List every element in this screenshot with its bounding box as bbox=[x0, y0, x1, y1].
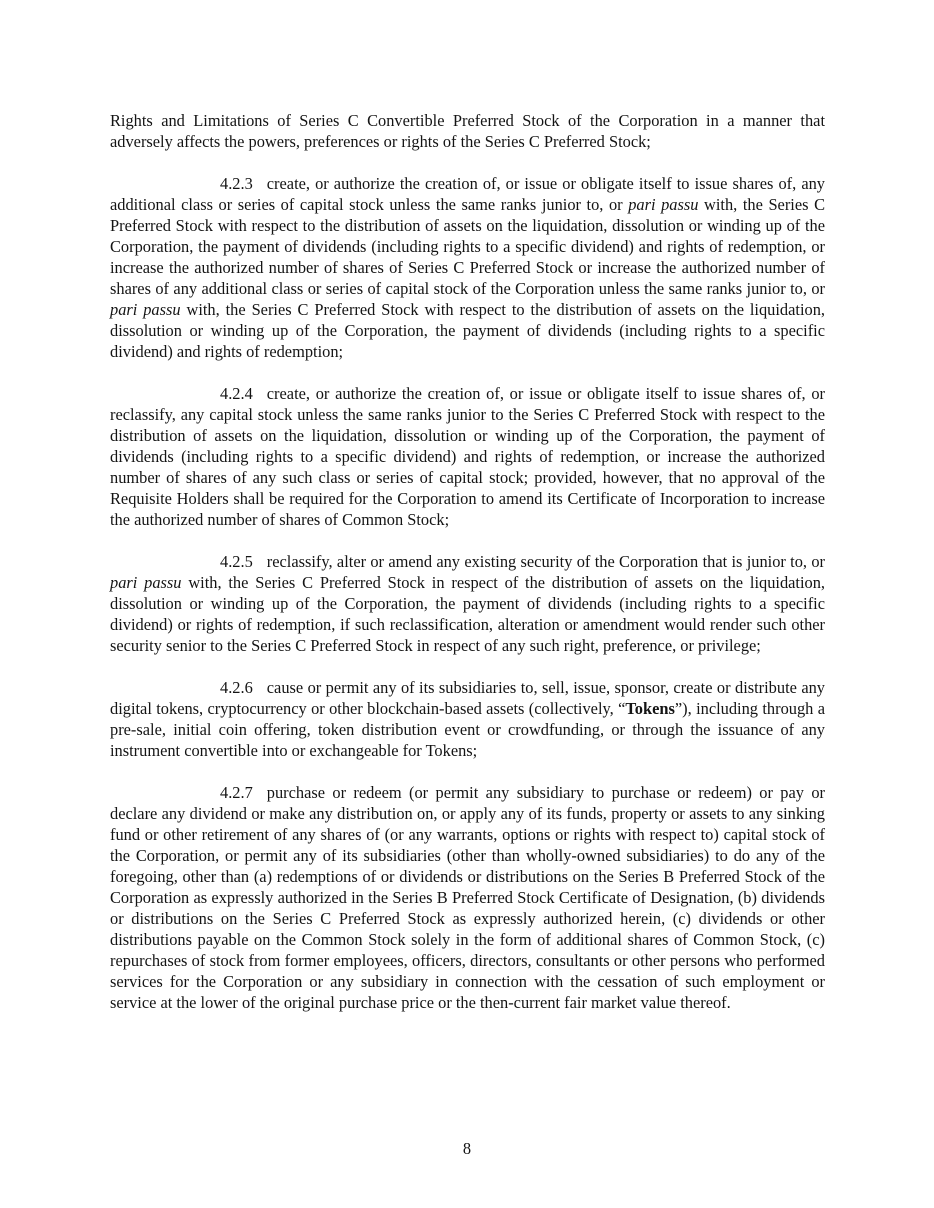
paragraph-4-2-7 bbox=[110, 782, 825, 1013]
paragraph-intro bbox=[110, 110, 825, 152]
paragraph-text: ”), including through a pre-sale, initial coin offering, token distribution event or crowdfunding, or through the issuance of any instrument convertible into or exchangeable for Tokens; bbox=[110, 699, 825, 760]
paragraph-4-2-6 bbox=[110, 677, 825, 761]
section-number: 4.2.7 bbox=[220, 783, 253, 802]
paragraph-text: cause or permit any of its subsidiaries to, sell, issue, sponsor, create or distribute any digital tokens, cryptocurrency or other blockchain-based assets (collectively, “ bbox=[110, 678, 825, 718]
paragraph-4-2-3 bbox=[110, 173, 825, 362]
paragraph-4-2-5 bbox=[110, 551, 825, 656]
paragraph-intro-text: Rights and Limitations of Series C Convertible Preferred Stock of the Corporation in a manner that adversely affects the powers, preferences or rights of the Series C Preferred Stock; bbox=[110, 111, 825, 151]
paragraph-text: with, the Series C Preferred Stock with respect to the distribution of assets on the liquidation, dissolution or winding up of the Corporation, the payment of dividends (including rights to a specific dividend) and rights of redemption; bbox=[110, 300, 825, 361]
italic-term: pari passu bbox=[628, 195, 699, 214]
section-number: 4.2.5 bbox=[220, 552, 253, 571]
paragraph-4-2-4 bbox=[110, 383, 825, 530]
paragraph-text: reclassify, alter or amend any existing security of the Corporation that is junior to, or bbox=[266, 552, 825, 571]
paragraph-text: with, the Series C Preferred Stock in respect of the distribution of assets on the liquidation, dissolution or winding up of the Corporation, the payment of dividends (including rights to a specific dividend) or rights of redemption, if such reclassification, alteration or amendment would render such other security senior to the Series C Preferred Stock in respect of any such right, preference, or privilege; bbox=[110, 573, 826, 655]
paragraph-text: create, or authorize the creation of, or issue or obligate itself to issue shares of, any additional class or series of capital stock unless the same ranks junior to, or bbox=[110, 174, 825, 214]
section-number: 4.2.4 bbox=[220, 384, 253, 403]
italic-term: pari passu bbox=[110, 300, 181, 319]
defined-term: Tokens bbox=[625, 699, 675, 718]
page-number: 8 bbox=[462, 1139, 472, 1158]
paragraph-text: with, the Series C Preferred Stock with respect to the distribution of assets on the liquidation, dissolution or winding up of the Corporation, the payment of dividends (including rights to a specific dividend) and rights of redemption, or increase the authorized number of shares of Series C Preferred Stock or increase the authorized number of shares of any additional class or series of capital stock of the Corporation unless the same ranks junior to, or bbox=[110, 195, 826, 298]
document-body bbox=[110, 110, 825, 1034]
section-number: 4.2.3 bbox=[220, 174, 253, 193]
italic-term: pari passu bbox=[110, 573, 182, 592]
section-number: 4.2.6 bbox=[220, 678, 253, 697]
paragraph-text: purchase or redeem (or permit any subsidiary to purchase or redeem) or pay or declare any dividend or make any distribution on, or apply any of its funds, property or assets to any sinking fund or other retirement of any shares of (or any warrants, options or rights with respect to) capital stock of the Corporation, or permit any of its subsidiaries (other than wholly-owned subsidiaries) to do any of the foregoing, other than (a) redemptions of or dividends or distributions on the Series B Preferred Stock of the Corporation as expressly authorized in the Series B Preferred Stock Certificate of Designation, (b) dividends or distributions on the Series C Preferred Stock as expressly authorized herein, (c) dividends or other distributions payable on the Common Stock solely in the form of additional shares of Common Stock, (c) repurchases of stock from former employees, officers, directors, consultants or other persons who performed services for the Corporation or any subsidiary in connection with the cessation of such employment or service at the lower of the original purchase price or the then-current fair market value thereof. bbox=[110, 783, 825, 1012]
paragraph-text: create, or authorize the creation of, or issue or obligate itself to issue shares of, or reclassify, any capital stock unless the same ranks junior to the Series C Preferred Stock with respect to the distribution of assets on the liquidation, dissolution or winding up of the Corporation, the payment of dividends (including rights to a specific dividend) and rights of redemption, or increase the authorized number of shares of any such class or series of capital stock; provided, however, that no approval of the Requisite Holders shall be required for the Corporation to amend its Certificate of Incorporation to increase the authorized number of shares of Common Stock; bbox=[110, 384, 825, 529]
